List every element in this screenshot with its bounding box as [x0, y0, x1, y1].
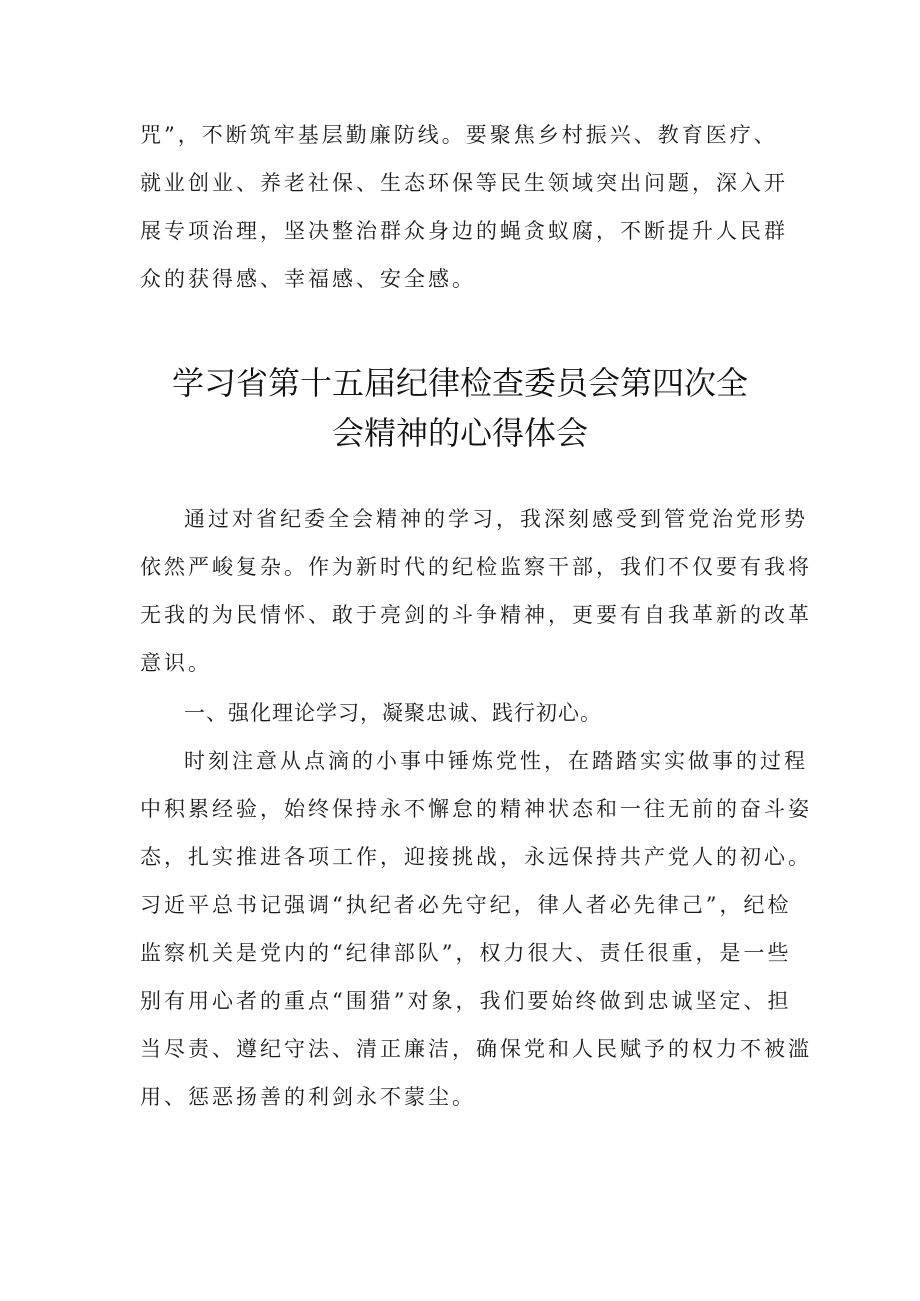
section-paragraph	[140, 737, 812, 1121]
paragraph-line: 态，扎实推进各项工作，迎接挑战，永远保持共产党人的初心。	[140, 845, 812, 869]
paragraph-line: 意识。	[140, 651, 212, 675]
paragraph-line: 展专项治理，坚决整治群众身边的蝇贪蚁腐，不断提升人民群	[140, 219, 788, 243]
paragraph-line: 监察机关是党内的“纪律部队”，权力很大、责任很重，是一些	[140, 941, 792, 965]
section-heading: 一、强化理论学习，凝聚忠诚、践行初心。	[184, 701, 602, 725]
paragraph-line: 就业创业、养老社保、生态环保等民生领域突出问题，深入开	[140, 171, 788, 195]
paragraph-line: 用、惩恶扬善的利剑永不蒙尘。	[140, 1085, 476, 1109]
paragraph-line: 无我的为民情怀、敢于亮剑的斗争精神，更要有自我革新的改革	[140, 603, 812, 627]
intro-paragraph	[140, 495, 812, 687]
title-line: 会精神的心得体会	[331, 414, 588, 452]
paragraph-line: 通过对省纪委全会精神的学习，我深刻感受到管党治党形势	[184, 507, 808, 531]
document-title	[120, 358, 800, 458]
paragraph-line: 当尽责、遵纪守法、清正廉洁，确保党和人民赋予的权力不被滥	[140, 1037, 812, 1061]
paragraph-line: 习近平总书记强调“执纪者必先守纪，律人者必先律己”，纪检	[140, 893, 792, 917]
paragraph-line: 众的获得感、幸福感、安全感。	[140, 267, 476, 291]
paragraph-line: 时刻注意从点滴的小事中锤炼党性，在踏踏实实做事的过程	[184, 749, 808, 773]
paragraph-line: 依然严峻复杂。作为新时代的纪检监察干部，我们不仅要有我将	[140, 555, 812, 579]
paragraph-line: 别有用心者的重点“围猎”对象，我们要始终做到忠诚坚定、担	[140, 989, 792, 1013]
paragraph-line: 中积累经验，始终保持永不懈怠的精神状态和一往无前的奋斗姿	[140, 797, 812, 821]
paragraph-line: 咒”，不断筑牢基层勤廉防线。要聚焦乡村振兴、教育医疗、	[140, 123, 778, 147]
title-line: 学习省第十五届纪律检查委员会第四次全	[171, 364, 748, 402]
previous-paragraph	[140, 111, 788, 303]
